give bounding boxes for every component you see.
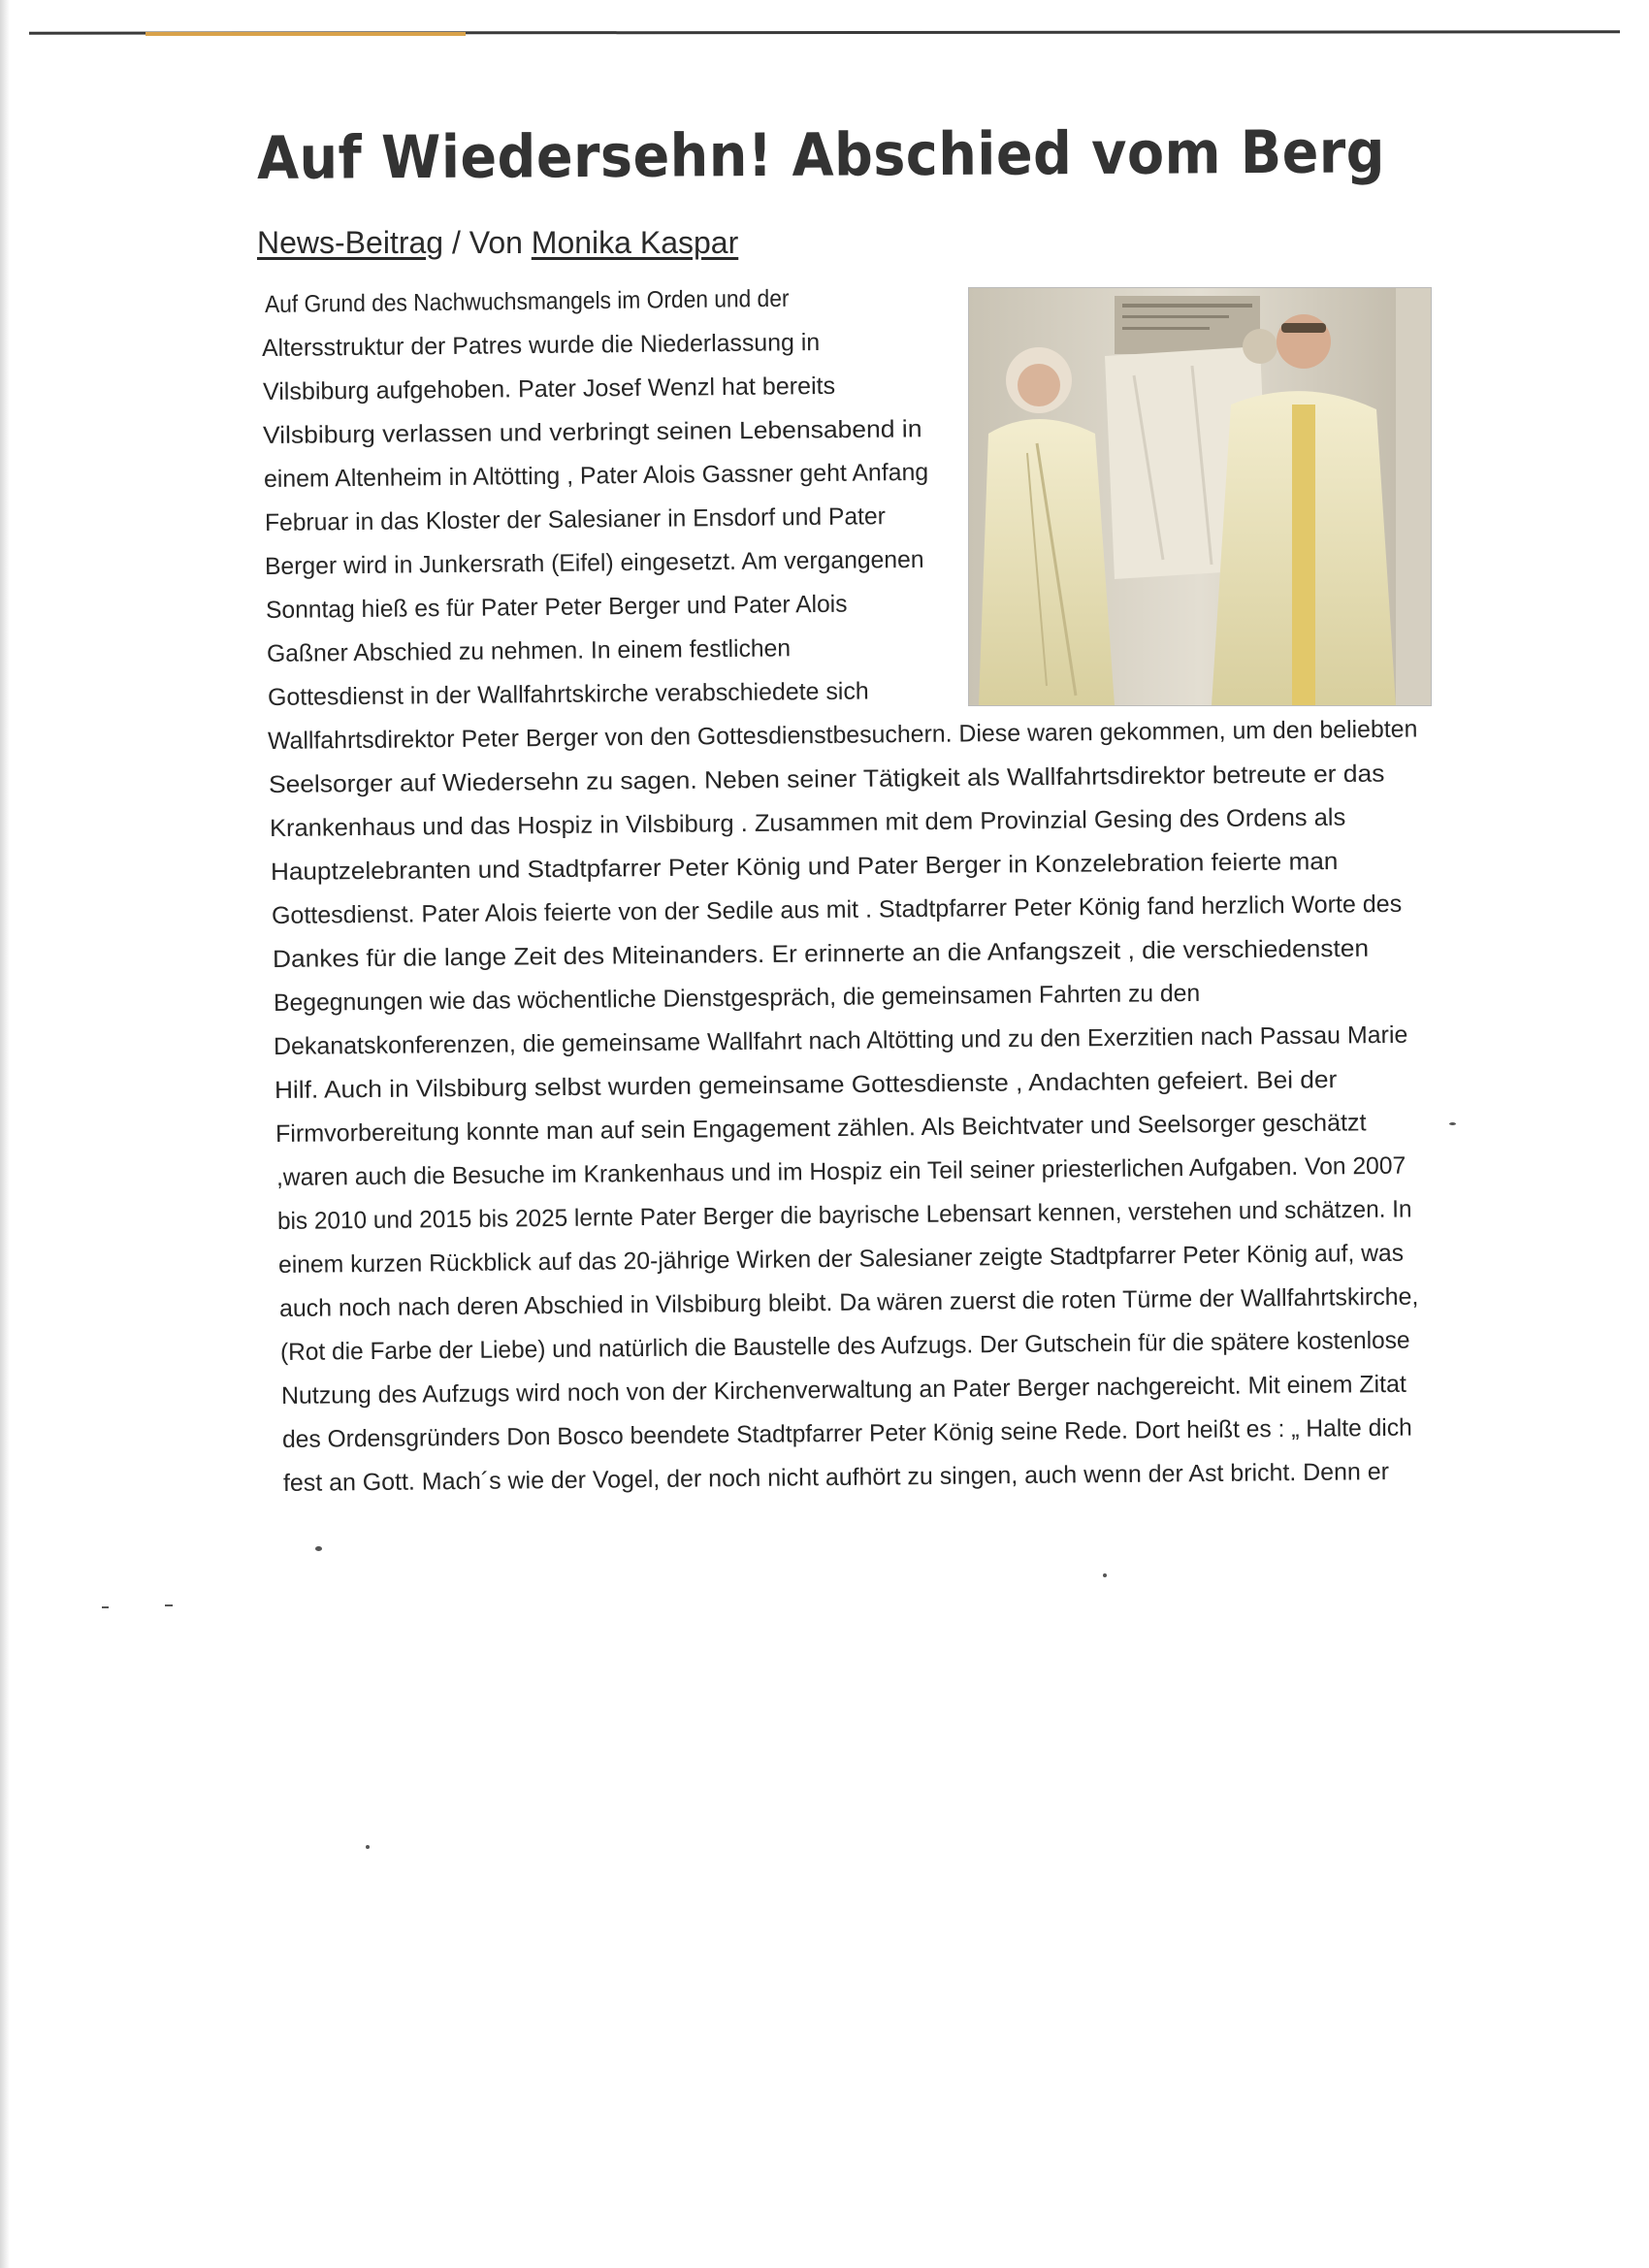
author-link[interactable]: Monika Kaspar bbox=[531, 225, 739, 260]
article-line: Firmvorbereitung konnte man auf sein Engagement zählen. Als Beichtvater und Seelsorger geschätzt bbox=[275, 1109, 1367, 1148]
article-line: Vilsbiburg aufgehoben. Pater Josef Wenzl hat bereits bbox=[262, 372, 836, 405]
article-line: Seelsorger auf Wiedersehn zu sagen. Neben seiner Tätigkeit als Wallfahrtsdirektor betreute er das bbox=[268, 760, 1385, 798]
article-line: bis 2010 und 2015 bis 2025 lernte Pater Berger die bayrische Lebensart kennen, verstehen und schätzen. In bbox=[276, 1195, 1412, 1235]
article-line: Hauptzelebranten und Stadtpfarrer Peter König und Pater Berger in Konzelebration feierte man bbox=[270, 847, 1339, 886]
article-line: einem Altenheim in Altötting , Pater Alois Gassner geht Anfang bbox=[263, 458, 929, 493]
article-photo bbox=[968, 287, 1432, 706]
article-line: Sonntag hieß es für Pater Peter Berger und Pater Alois bbox=[265, 590, 848, 624]
article-line: ,waren auch die Besuche im Krankenhaus und im Hospiz ein Teil seiner priesterlichen Aufgaben. Von 2007 bbox=[275, 1151, 1406, 1191]
scan-speck bbox=[102, 1606, 109, 1608]
article-line: Altersstruktur der Patres wurde die Niederlassung in bbox=[261, 328, 821, 362]
article-line: Wallfahrtsdirektor Peter Berger von den Gottesdienstbesuchern. Diese waren gekommen, um den beliebten bbox=[267, 715, 1418, 755]
article-line: Hilf. Auch in Vilsbiburg selbst wurden gemeinsame Gottesdienste , Andachten gefeiert. Bei der bbox=[274, 1066, 1338, 1104]
article-line: Gaßner Abschied zu nehmen. In einem festlichen bbox=[266, 634, 792, 667]
article-title: Auf Wiedersehn! Abschied vom Berg bbox=[256, 117, 1386, 193]
article-line: einem kurzen Rückblick auf das 20-jährige Wirken der Salesianer zeigte Stadtpfarrer Peter König auf, was bbox=[277, 1239, 1405, 1279]
article-line: Berger wird in Junkersrath (Eifel) eingesetzt. Am vergangenen bbox=[264, 545, 924, 580]
scan-speck bbox=[315, 1546, 322, 1551]
scan-speck bbox=[1449, 1122, 1456, 1125]
article-line: Dankes für die lange Zeit des Miteinanders. Er erinnerte an die Anfangszeit , die verschiedensten bbox=[272, 934, 1370, 973]
scan-speck bbox=[1103, 1573, 1107, 1577]
article-line: Februar in das Kloster der Salesianer in Ensdorf und Pater bbox=[264, 502, 886, 536]
byline-separator: / Von bbox=[451, 225, 523, 260]
byline bbox=[257, 225, 738, 261]
article-line: Gottesdienst in der Wallfahrtskirche verabschiedete sich bbox=[267, 677, 869, 711]
article-line: Vilsbiburg verlassen und verbringt seinen Lebensabend in bbox=[262, 415, 922, 449]
article-line: Krankenhaus und das Hospiz in Vilsbiburg . Zusammen mit dem Provinzial Gesing des Ordens als bbox=[269, 803, 1346, 842]
article-line: fest an Gott. Mach´s wie der Vogel, der noch nicht aufhört zu singen, auch wenn der Ast bricht. Denn er bbox=[282, 1458, 1390, 1497]
article-line: Gottesdienst. Pater Alois feierte von der Sedile aus mit . Stadtpfarrer Peter König fand herzlich Worte des bbox=[271, 890, 1403, 929]
scan-speck bbox=[165, 1604, 173, 1606]
article-line: Begegnungen wie das wöchentliche Dienstgespräch, die gemeinsamen Fahrten zu den bbox=[273, 979, 1201, 1017]
scan-speck bbox=[366, 1845, 370, 1849]
article-line: auch noch nach deren Abschied in Vilsbiburg bleibt. Da wären zuerst die roten Türme der Wallfahrtskirche, bbox=[278, 1282, 1419, 1322]
article-line: Dekanatskonferenzen, die gemeinsame Wallfahrt nach Altötting und zu den Exerzitien nach Passau Marie bbox=[273, 1021, 1408, 1060]
article-line: Auf Grund des Nachwuchsmangels im Orden und der bbox=[264, 284, 790, 318]
scan-edge-shadow bbox=[0, 0, 10, 2268]
article-line: (Rot die Farbe der Liebe) und natürlich die Baustelle des Aufzugs. Der Gutschein für die spätere kostenlose bbox=[279, 1326, 1410, 1366]
category-link[interactable]: News-Beitrag bbox=[257, 225, 444, 260]
scan-top-accent bbox=[146, 32, 466, 36]
article-line: Nutzung des Aufzugs wird noch von der Kirchenverwaltung an Pater Berger nachgereicht. Mit einem Zitat bbox=[280, 1370, 1406, 1409]
article-line: des Ordensgründers Don Bosco beendete Stadtpfarrer Peter König seine Rede. Dort heißt es : „ Halte dich bbox=[281, 1413, 1412, 1453]
